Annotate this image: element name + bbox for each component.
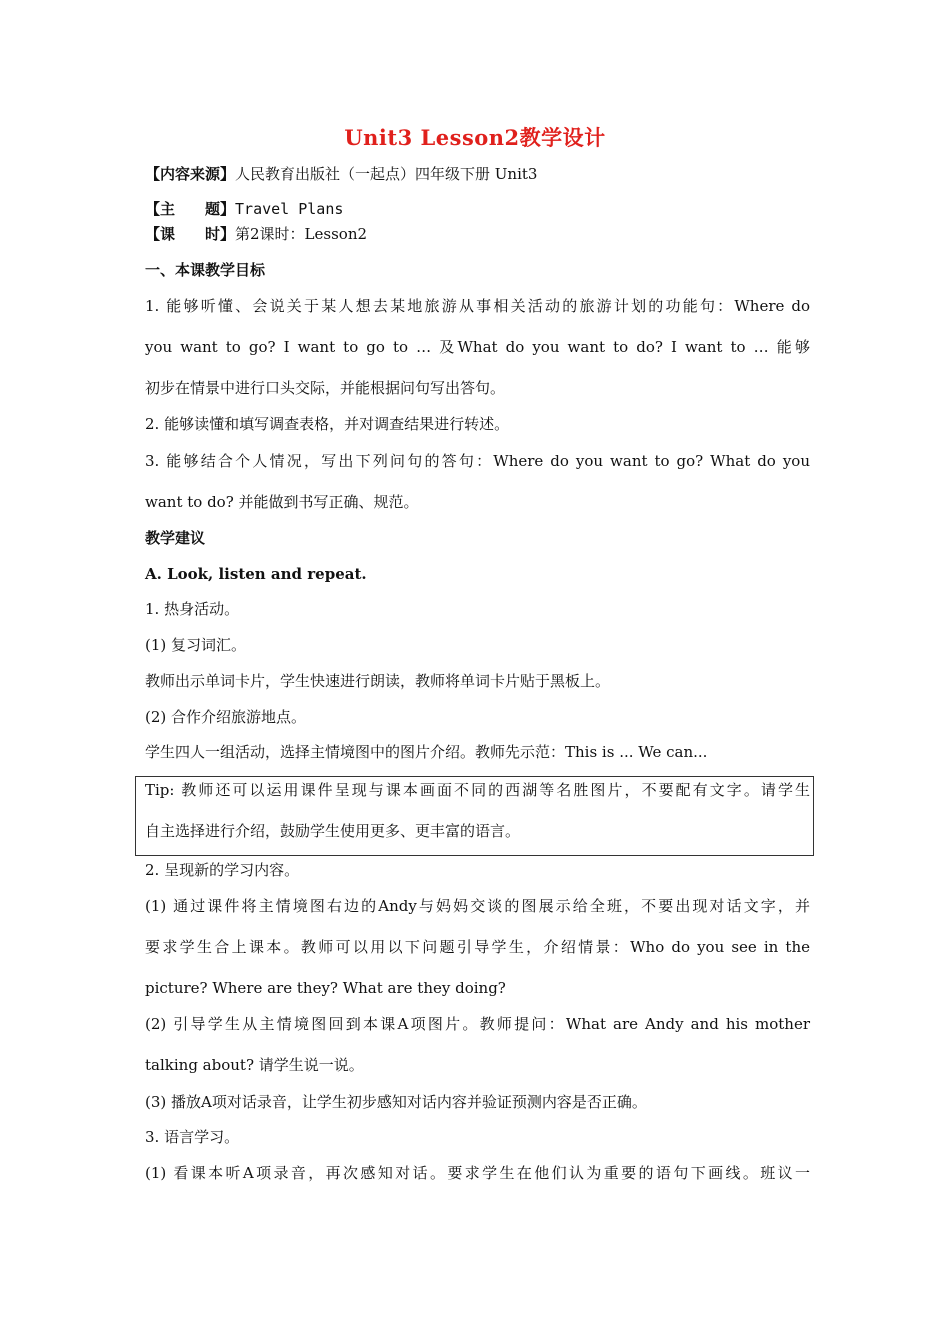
meta-period <box>145 224 810 244</box>
goal-3-line-1: 3. 能够结合个人情况，写出下列问句的答句：Where do you want to go? What do you <box>145 452 810 470</box>
meta-topic <box>145 199 810 219</box>
section-heading-goals: 一、本课教学目标 <box>145 261 266 279</box>
step-1-2: (2) 合作介绍旅游地点。 <box>145 708 307 726</box>
period-label: 【课 时】 <box>145 225 236 243</box>
goal-3-line-2: want to do? 并能做到书写正确、规范。 <box>145 493 419 511</box>
step-1: 1. 热身活动。 <box>145 600 240 618</box>
step-2-2-line-2: talking about? 请学生说一说。 <box>145 1056 364 1074</box>
tip-line-2: 自主选择进行介绍，鼓励学生使用更多、更丰富的语言。 <box>145 822 521 840</box>
step-3-1: (1) 看课本听A项录音，再次感知对话。要求学生在他们认为重要的语句下画线。班议一 <box>145 1164 810 1182</box>
goal-2: 2. 能够读懂和填写调查表格，并对调查结果进行转述。 <box>145 415 510 433</box>
step-1-1-text: 教师出示单词卡片，学生快速进行朗读，教师将单词卡片贴于黑板上。 <box>145 672 611 690</box>
step-1-2-text: 学生四人一组活动，选择主情境图中的图片介绍。教师先示范：This is ... We can... <box>145 743 708 761</box>
meta-source <box>145 164 810 184</box>
topic-label: 【主 题】 <box>145 200 236 218</box>
step-2-1-line-2: 要求学生合上课本。教师可以用以下问题引导学生，介绍情景：Who do you see in the <box>145 938 810 956</box>
goal-1-line-3: 初步在情景中进行口头交际，并能根据问句写出答句。 <box>145 379 506 397</box>
step-2-3: (3) 播放A项对话录音，让学生初步感知对话内容并验证预测内容是否正确。 <box>145 1093 647 1111</box>
step-1-1: (1) 复习词汇。 <box>145 636 247 654</box>
goal-1-line-1: 1. 能够听懂、会说关于某人想去某地旅游从事相关活动的旅游计划的功能句：Where do <box>145 297 810 315</box>
document-title: Unit3 Lesson2教学设计 <box>344 125 606 150</box>
goal-1-line-2: you want to go? I want to go to … 及What do you want to do? I want to … 能够 <box>145 338 810 356</box>
section-heading-suggestions: 教学建议 <box>145 529 206 547</box>
step-2: 2. 呈现新的学习内容。 <box>145 861 300 879</box>
step-2-1-line-3: picture? Where are they? What are they doing? <box>145 979 506 997</box>
period-value: 第2课时：Lesson2 <box>235 225 368 243</box>
source-value: 人民教育出版社（一起点）四年级下册 Unit3 <box>235 165 538 183</box>
step-2-2-line-1: (2) 引导学生从主情境图回到本课A项图片。教师提问：What are Andy and his mother <box>145 1015 810 1033</box>
tip-line-1: Tip: 教师还可以运用课件呈现与课本画面不同的西湖等名胜图片，不要配有文字。请学生 <box>145 781 810 799</box>
part-a-heading: A. Look, listen and repeat. <box>145 565 367 583</box>
topic-value: Travel Plans <box>235 200 344 218</box>
step-2-1-line-1: (1) 通过课件将主情境图右边的Andy与妈妈交谈的图展示给全班，不要出现对话文字，并 <box>145 897 810 915</box>
source-label: 【内容来源】 <box>145 165 236 183</box>
step-3: 3. 语言学习。 <box>145 1128 240 1146</box>
